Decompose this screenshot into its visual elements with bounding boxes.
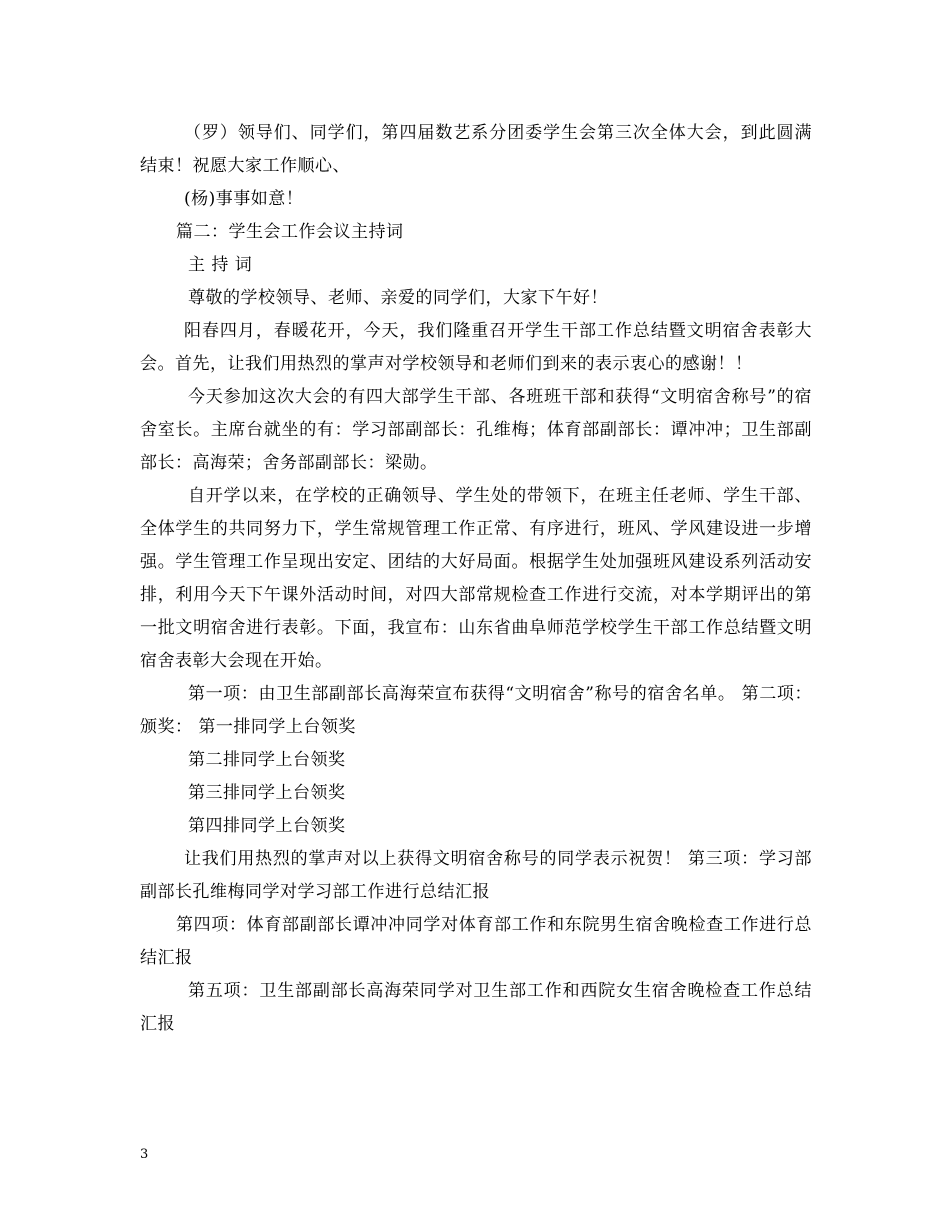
attendees-paragraph: 今天参加这次大会的有四大部学生干部、各班班干部和获得“文明宿舍称号”的宿舍室长。主席台就坐的有：学习部副部长：孔维梅；体育部副部长：谭冲冲；卫生部副部长：高海荣；舍务部副部长：梁勋。: [140, 387, 812, 473]
award-row-3: 第三排同学上台领奖: [188, 783, 346, 803]
opening-paragraph: 阳春四月，春暖花开，今天，我们隆重召开学生干部工作总结暨文明宿舍表彰大会。首先，让我们用热烈的掌声对学校领导和老师们到来的表示衷心的感谢！！: [140, 321, 812, 374]
document-body: [140, 117, 812, 1041]
page-number: 3: [140, 1147, 149, 1162]
agenda-item-4: 第四项：体育部副部长谭冲冲同学对体育部工作和东院男生宿舍晚检查工作进行总结汇报: [140, 915, 812, 968]
section-heading: 篇二：学生会工作会议主持词: [176, 222, 404, 242]
award-row-2: 第二排同学上台领奖: [188, 750, 346, 770]
closing-paragraph: （罗）领导们、同学们，第四届数艺系分团委学生会第三次全体大会，到此圆满结束！祝愿大家工作顺心、: [140, 123, 812, 176]
award-row-4: 第四排同学上台领奖: [188, 816, 346, 836]
agenda-item-1-2: 第一项：由卫生部副部长高海荣宣布获得“文明宿舍”称号的宿舍名单。 第二项：颁奖： 第一排同学上台领奖: [140, 684, 812, 737]
script-title: 主 持 词: [188, 255, 253, 275]
summary-paragraph: 自开学以来，在学校的正确领导、学生处的带领下，在班主任老师、学生干部、全体学生的共同努力下，学生常规管理工作正常、有序进行，班风、学风建设进一步增强。学生管理工作呈现出安定、团结的大好局面。根据学生处加强班风建设系列活动安排，利用今天下午课外活动时间，对四大部常规检查工作进行交流，对本学期评出的第一批文明宿舍进行表彰。下面，我宣布：山东省曲阜师范学校学生干部工作总结暨文明宿舍表彰大会现在开始。: [140, 486, 812, 671]
closing-wish-paragraph: (杨)事事如意！: [184, 189, 304, 209]
agenda-item-3: 让我们用热烈的掌声对以上获得文明宿舍称号的同学表示祝贺！ 第三项：学习部副部长孔维梅同学对学习部工作进行总结汇报: [140, 849, 812, 902]
agenda-item-5: 第五项：卫生部副部长高海荣同学对卫生部工作和西院女生宿舍晚检查工作总结汇报: [140, 981, 812, 1034]
greeting-paragraph: 尊敬的学校领导、老师、亲爱的同学们，大家下午好！: [188, 288, 608, 308]
